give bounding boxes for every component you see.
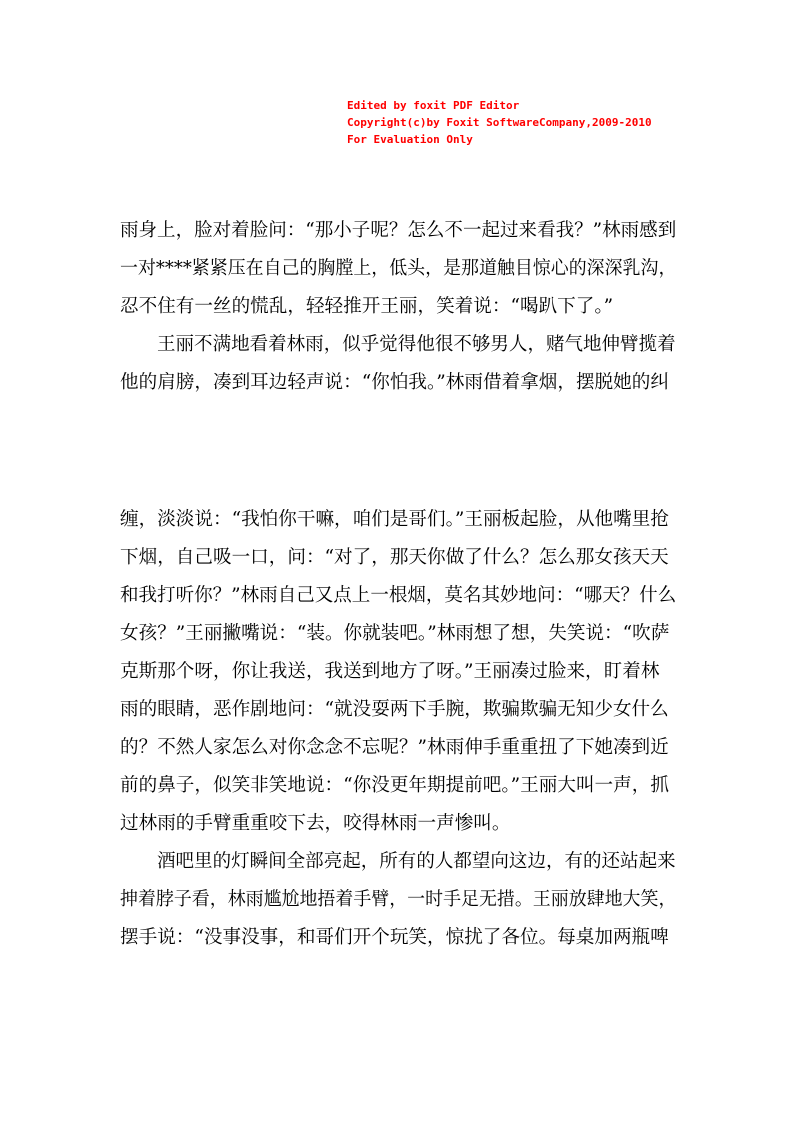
text-line: 克斯那个呀，你让我送，我送到地方了呀。”王丽凑过脸来，盯着林 bbox=[120, 661, 660, 682]
text-line: 雨的眼睛，恶作剧地问：“就没耍两下手腕，欺骗欺骗无知少女什么 bbox=[120, 699, 669, 720]
text-line: 王丽不满地看着林雨，似乎觉得他很不够男人，赌气地伸臂揽着 bbox=[157, 334, 676, 355]
text-line: 抻着脖子看，林雨尴尬地捂着手臂，一时手足无措。王丽放肆地大笑， bbox=[120, 889, 677, 910]
text-line: 忍不住有一丝的慌乱，轻轻推开王丽，笑着说：“喝趴下了。” bbox=[120, 296, 614, 317]
watermark-line-1: Edited by foxit PDF Editor bbox=[347, 99, 520, 112]
text-line: 的？不然人家怎么对你念念不忘呢？”林雨伸手重重扭了下她凑到近 bbox=[120, 737, 669, 758]
text-line: 前的鼻子，似笑非笑地说：“你没更年期提前吧。”王丽大叫一声，抓 bbox=[120, 775, 669, 796]
text-line: 他的肩膀，凑到耳边轻声说：“你怕我。”林雨借着拿烟，摆脱她的纠 bbox=[120, 372, 669, 393]
watermark-line-3: For Evaluation Only bbox=[347, 133, 473, 146]
text-line: 一对****紧紧压在自己的胸膛上，低头，是那道触目惊心的深深乳沟， bbox=[120, 258, 677, 279]
foxit-watermark bbox=[347, 97, 652, 148]
text-line: 酒吧里的灯瞬间全部亮起，所有的人都望向这边，有的还站起来 bbox=[157, 851, 676, 872]
text-line: 过林雨的手臂重重咬下去，咬得林雨一声惨叫。 bbox=[120, 813, 511, 834]
text-line: 和我打听你？”林雨自己又点上一根烟，莫名其妙地问：“哪天？什么 bbox=[120, 585, 677, 606]
text-line: 女孩？”王丽撇嘴说：“装。你就装吧。”林雨想了想，失笑说：“吹萨 bbox=[120, 623, 670, 644]
watermark-line-2: Copyright(c)by Foxit SoftwareCompany,2009-2010 bbox=[347, 116, 652, 129]
text-line: 雨身上，脸对着脸问：“那小子呢？怎么不一起过来看我？”林雨感到 bbox=[120, 220, 677, 241]
text-line: 缠，淡淡说：“我怕你干嘛，咱们是哥们。”王丽板起脸，从他嘴里抢 bbox=[120, 509, 669, 530]
text-line: 下烟，自己吸一口，问：“对了，那天你做了什么？怎么那女孩天天 bbox=[120, 547, 669, 568]
text-line: 摆手说：“没事没事，和哥们开个玩笑，惊扰了各位。每桌加两瓶啤 bbox=[120, 927, 669, 948]
